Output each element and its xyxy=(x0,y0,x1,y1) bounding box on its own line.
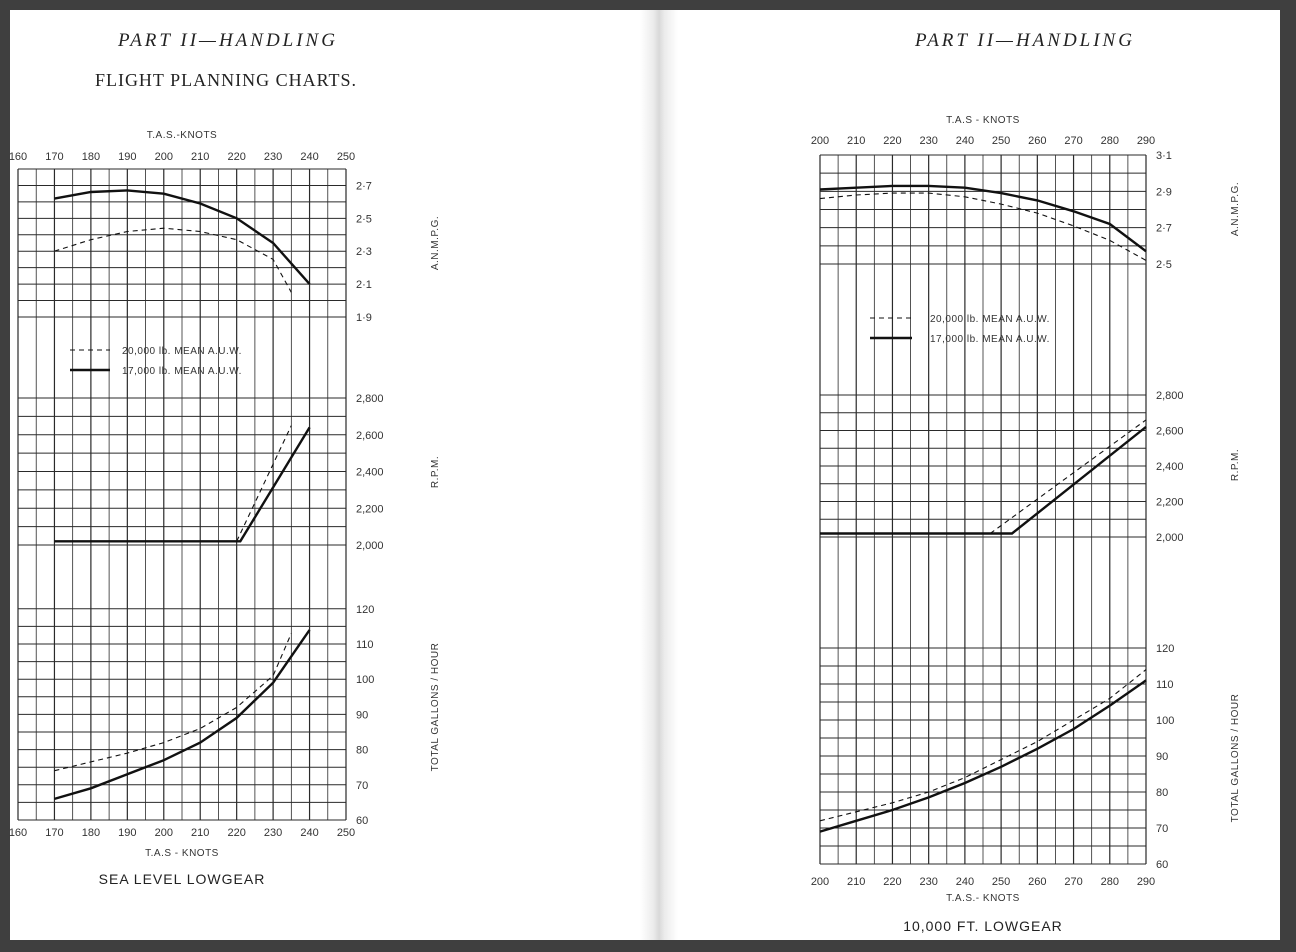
y-tick-label: 110 xyxy=(356,639,374,651)
y-tick-label: 2,200 xyxy=(356,503,384,516)
x-tick-label-bottom: 210 xyxy=(847,876,866,888)
sea-level-lowgear-chart xyxy=(9,130,441,887)
x-tick-label-bottom: 250 xyxy=(336,827,356,839)
x-tick-label-top: 240 xyxy=(300,151,319,163)
x-tick-label-bottom: 200 xyxy=(154,827,173,839)
gph-axis-label: TOTAL GALLONS / HOUR xyxy=(430,642,441,772)
legend xyxy=(70,346,242,377)
left-page-title: FLIGHT PLANNING CHARTS. xyxy=(94,70,358,90)
x-tick-label-bottom: 220 xyxy=(227,827,246,839)
y-tick-label: 100 xyxy=(1156,715,1175,727)
x-tick-label-bottom: 220 xyxy=(883,876,902,888)
y-tick-label: 90 xyxy=(1156,751,1169,763)
x-tick-label-top: 200 xyxy=(810,135,830,147)
anmpg-axis-label: A.N.M.P.G. xyxy=(430,215,441,271)
x-tick-label-top: 240 xyxy=(955,135,975,147)
x-tick-label-top: 250 xyxy=(991,135,1011,147)
y-tick-label: 2·1 xyxy=(356,279,372,292)
x-tick-label-bottom: 260 xyxy=(1028,876,1047,888)
y-tick-label: 80 xyxy=(356,744,369,757)
x-tick-label-top: 290 xyxy=(1136,135,1156,147)
x-tick-label-bottom: 200 xyxy=(810,876,830,888)
y-tick-label: 2,600 xyxy=(1156,425,1184,438)
x-axis-title-top: T.A.S.-KNOTS xyxy=(146,130,218,141)
legend-label: 20,000 lb. MEAN A.U.W. xyxy=(930,314,1050,325)
rpm-panel xyxy=(18,393,441,552)
x-tick-label-top: 230 xyxy=(263,151,283,163)
x-tick-label-bottom: 250 xyxy=(991,876,1011,888)
y-tick-label: 2,000 xyxy=(356,540,384,552)
y-tick-label: 70 xyxy=(356,779,369,792)
x-tick-label-bottom: 160 xyxy=(8,827,28,839)
chart-caption: SEA LEVEL LOWGEAR xyxy=(98,871,266,887)
y-tick-label: 2,000 xyxy=(1156,532,1184,544)
x-tick-label-top: 190 xyxy=(118,151,137,163)
anmpg-axis-label: A.N.M.P.G. xyxy=(1230,181,1241,237)
y-tick-label: 60 xyxy=(1156,859,1169,871)
x-tick-label-top: 180 xyxy=(81,151,101,163)
legend xyxy=(870,314,1050,345)
x-tick-label-bottom: 280 xyxy=(1100,876,1119,888)
anmpg-panel xyxy=(18,169,441,324)
left-page-header: PART II—HANDLING xyxy=(118,30,338,51)
y-tick-label: 90 xyxy=(356,709,369,722)
x-tick-label-top: 160 xyxy=(8,151,28,163)
y-tick-label: 2,800 xyxy=(356,393,384,405)
y-tick-label: 120 xyxy=(1156,643,1175,655)
y-tick-label: 110 xyxy=(1156,679,1174,691)
y-tick-label: 70 xyxy=(1156,823,1169,835)
x-tick-label-top: 210 xyxy=(847,135,866,147)
y-tick-label: 2,400 xyxy=(1156,461,1184,473)
x-tick-label-bottom: 230 xyxy=(919,876,938,888)
gph-panel xyxy=(18,604,441,827)
x-axis-title-bottom: T.A.S.- KNOTS xyxy=(946,893,1020,904)
x-tick-label-top: 260 xyxy=(1028,135,1047,147)
y-tick-label: 60 xyxy=(356,815,369,827)
x-tick-label-bottom: 190 xyxy=(118,827,137,839)
legend-label: 17,000 lb. MEAN A.U.W. xyxy=(122,366,242,377)
y-tick-label: 2,400 xyxy=(356,466,384,479)
x-tick-label-bottom: 170 xyxy=(45,827,64,839)
rpm-panel xyxy=(820,390,1241,544)
rpm-axis-label: R.P.M. xyxy=(1230,448,1241,482)
y-tick-label: 120 xyxy=(356,603,375,616)
anmpg-panel xyxy=(820,150,1241,271)
y-tick-label: 2·7 xyxy=(356,180,372,193)
right-page-header: PART II—HANDLING xyxy=(915,30,1135,51)
y-tick-label: 2,600 xyxy=(356,429,384,442)
x-tick-label-top: 270 xyxy=(1064,135,1083,147)
x-tick-label-top: 280 xyxy=(1100,135,1119,147)
x-tick-label-bottom: 180 xyxy=(81,827,101,839)
rpm-axis-label: R.P.M. xyxy=(430,455,441,489)
x-tick-label-top: 210 xyxy=(191,151,210,163)
x-tick-label-bottom: 270 xyxy=(1064,876,1083,888)
x-tick-label-bottom: 210 xyxy=(191,827,210,839)
x-axis-title-top: T.A.S - KNOTS xyxy=(946,115,1020,126)
y-tick-label: 2·3 xyxy=(356,246,372,259)
dashed-series-line xyxy=(990,420,1146,534)
x-tick-label-top: 220 xyxy=(883,135,902,147)
chart-caption: 10,000 FT. LOWGEAR xyxy=(903,918,1063,934)
legend-label: 20,000 lb. MEAN A.U.W. xyxy=(122,346,242,357)
legend-label: 17,000 lb. MEAN A.U.W. xyxy=(930,334,1050,345)
y-tick-label: 2,200 xyxy=(1156,496,1184,509)
y-tick-label: 1·9 xyxy=(356,312,372,324)
x-tick-label-top: 200 xyxy=(154,151,173,163)
dashed-series-line xyxy=(54,228,291,292)
x-tick-label-bottom: 230 xyxy=(263,827,283,839)
x-tick-label-top: 220 xyxy=(227,151,246,163)
y-tick-label: 2·5 xyxy=(1156,259,1172,271)
dashed-series-line xyxy=(237,426,292,542)
y-tick-label: 80 xyxy=(1156,787,1169,799)
x-tick-label-bottom: 240 xyxy=(955,876,975,888)
gph-panel xyxy=(820,643,1241,871)
x-tick-label-top: 170 xyxy=(45,151,64,163)
x-tick-label-top: 230 xyxy=(919,135,938,147)
gph-axis-label: TOTAL GALLONS / HOUR xyxy=(1230,693,1241,823)
x-axis-title-bottom: T.A.S - KNOTS xyxy=(145,848,219,859)
x-tick-label-top: 250 xyxy=(336,151,356,163)
y-tick-label: 2,800 xyxy=(1156,390,1184,402)
y-tick-label: 2·5 xyxy=(356,213,372,226)
x-tick-label-bottom: 290 xyxy=(1136,876,1156,888)
dashed-series-line xyxy=(54,633,291,770)
x-tick-label-bottom: 240 xyxy=(300,827,319,839)
y-tick-label: 2·9 xyxy=(1156,186,1172,199)
y-tick-label: 2·7 xyxy=(1156,222,1172,235)
y-tick-label: 3·1 xyxy=(1156,150,1172,162)
ten-thousand-ft-lowgear-chart xyxy=(811,115,1241,934)
y-tick-label: 100 xyxy=(356,674,375,687)
